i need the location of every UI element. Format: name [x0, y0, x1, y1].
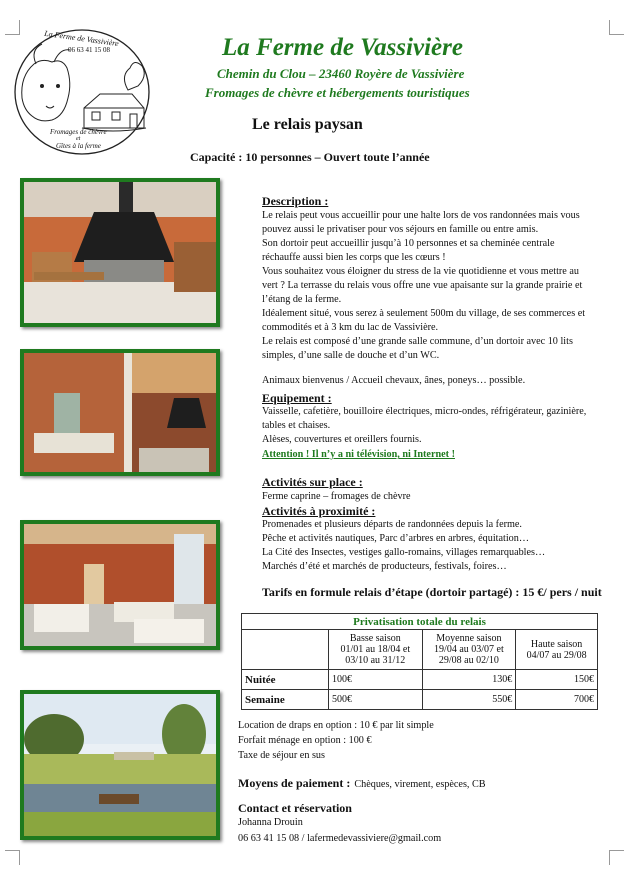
- price-cell: 700€: [516, 690, 598, 710]
- option-line: Location de draps en option : 10 € par lit simple: [238, 720, 434, 731]
- header-title: La Ferme de Vassivière: [222, 34, 463, 61]
- logo-ring-top: La Ferme de Vassivière: [43, 28, 120, 49]
- contact-email[interactable]: lafermedevassiviere@gmail.com: [307, 833, 442, 844]
- column-header-haute: [516, 630, 598, 670]
- activities-onsite-line: Ferme caprine – fromages de chèvre: [262, 491, 411, 502]
- dormitory-common-room-photo: [20, 349, 220, 476]
- equipment-text: [262, 405, 607, 447]
- column-header-line: Moyenne saison: [436, 633, 502, 644]
- table-row: [242, 670, 598, 690]
- animals-line: Animaux bienvenus / Accueil chevaux, ânes, poneys… possible.: [262, 375, 526, 386]
- equipment-line: tables et chaises.: [262, 420, 331, 431]
- capacity-line: Capacité : 10 personnes – Ouvert toute l’année: [190, 150, 430, 164]
- activity-line: La Cité des Insectes, vestiges gallo-romains, villages remarquables…: [262, 547, 546, 558]
- description-text: [262, 209, 607, 363]
- contact-line: [238, 832, 441, 846]
- dormitory-beds-photo: [20, 520, 220, 650]
- logo-ring-bottom-1: Fromages de chèvre: [50, 128, 107, 136]
- option-line: Forfait ménage en option : 100 €: [238, 735, 372, 746]
- logo-phone: 06 63 41 15 08: [68, 46, 110, 54]
- activity-line: Marchés d’été et marchés de producteurs, festivals, foires…: [262, 561, 507, 572]
- logo-ring-bottom-3: Gîtes à la ferme: [56, 142, 101, 150]
- crop-mark: [5, 850, 20, 865]
- row-label: Nuitée: [242, 670, 329, 690]
- row-label: Semaine: [242, 690, 329, 710]
- option-line: Taxe de séjour en sus: [238, 750, 325, 761]
- pond-meadow-photo: [20, 690, 220, 840]
- column-header-basse: [329, 630, 423, 670]
- logo-ring-bottom-2: et: [76, 136, 81, 142]
- description-line: Son dortoir peut accueillir jusqu’à 10 personnes et sa cheminée centrale: [262, 238, 555, 249]
- equipment-line: Alèses, couvertures et oreillers fournis.: [262, 434, 422, 445]
- options-list: [238, 718, 434, 763]
- table-row: [242, 690, 598, 710]
- kitchen-fireplace-photo: [20, 178, 220, 327]
- header-tagline: Fromages de chèvre et hébergements touristiques: [205, 85, 470, 100]
- contact-title: Contact et réservation: [238, 801, 352, 815]
- activity-line: Promenades et plusieurs départs de randonnées depuis la ferme.: [262, 519, 522, 530]
- payment-title: Moyens de paiement :: [238, 776, 351, 790]
- description-line: pouvez aussi le privatiser pour vos séjours en famille ou entre amis.: [262, 224, 539, 235]
- description-line: Le relais peut vous accueillir pour une halte lors de vos randonnées mais vous: [262, 210, 580, 221]
- equipment-line: Vaisselle, cafetière, bouilloire électriques, micro-ondes, réfrigérateur, gazinière,: [262, 406, 587, 417]
- description-line: vert ? La terrasse du relais vous offre une vue apaisante sur la grande prairie et: [262, 280, 583, 291]
- payment-line: [238, 774, 486, 792]
- description-line: réchauffe aussi bien les corps que les cœurs !: [262, 252, 446, 263]
- activity-line: Pêche et activités nautiques, Parc d’arbres en arbres, équitation…: [262, 533, 530, 544]
- description-line: l’étang de la ferme.: [262, 294, 342, 305]
- activities-nearby-title: Activités à proximité :: [262, 504, 376, 518]
- price-cell: 500€: [329, 690, 423, 710]
- crop-mark: [609, 20, 624, 35]
- no-tv-warning: Attention ! Il n’y a ni télévision, ni Internet !: [262, 449, 455, 460]
- crop-mark: [609, 850, 624, 865]
- price-cell: 150€: [516, 670, 598, 690]
- description-line: Le relais est composé d’une grande salle commune, d’un dortoir avec 10 lits: [262, 336, 573, 347]
- contact-name: Johanna Drouin: [238, 817, 303, 828]
- price-table: [241, 613, 598, 710]
- page-heading: Le relais paysan: [252, 116, 363, 133]
- column-header-line: Haute saison: [530, 638, 583, 650]
- description-line: Idéalement situé, vous serez à seulement 500m du village, de ses commerces et: [262, 308, 586, 319]
- activities-nearby-text: [262, 518, 607, 574]
- description-line: commodités et à 3 km du lac de Vassivière.: [262, 322, 439, 333]
- column-header-line: 04/07 au 29/08: [526, 649, 587, 661]
- payment-methods: Chèques, virement, espèces, CB: [354, 779, 486, 790]
- column-header-line: Basse saison: [349, 633, 401, 644]
- column-header-line: 03/10 au 31/12: [345, 655, 406, 666]
- contact-separator: /: [299, 833, 308, 844]
- description-line: Vous souhaitez vous éloigner du stress de la vie quotidienne et vous mettre au: [262, 266, 579, 277]
- column-header-moyenne: [422, 630, 516, 670]
- price-cell: 130€: [422, 670, 516, 690]
- price-table-empty-cell: [242, 630, 329, 670]
- price-cell: 550€: [422, 690, 516, 710]
- price-cell: 100€: [329, 670, 423, 690]
- contact-phone: 06 63 41 15 08: [238, 833, 300, 844]
- column-header-line: 19/04 au 03/07 et: [434, 644, 504, 655]
- farm-logo: [12, 28, 152, 156]
- tarif-etape: Tarifs en formule relais d’étape (dortoir partagé) : 15 €/ pers / nuit: [262, 585, 602, 599]
- equipment-title: Equipement :: [262, 391, 332, 405]
- column-header-line: 29/08 au 02/10: [438, 655, 499, 666]
- description-line: simples, d’une salle de douche et d’un WC.: [262, 350, 440, 361]
- header-address: Chemin du Clou – 23460 Royère de Vassivière: [217, 66, 465, 81]
- column-header-line: 01/01 au 18/04 et: [340, 644, 411, 655]
- price-table-title: Privatisation totale du relais: [242, 614, 598, 630]
- activities-onsite-title: Activités sur place :: [262, 475, 363, 489]
- description-title: Description :: [262, 194, 329, 208]
